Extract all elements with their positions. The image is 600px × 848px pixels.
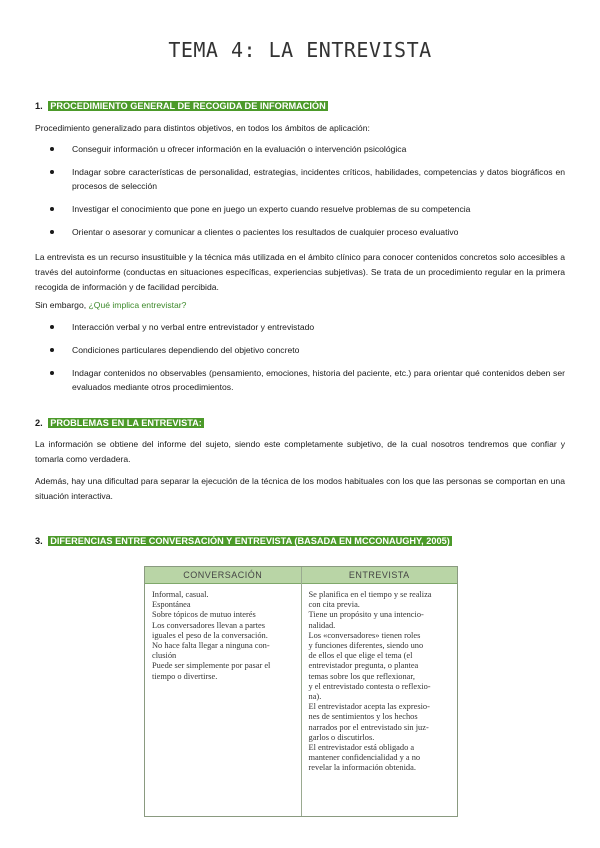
- table-line: garlos o discutirlos.: [308, 732, 375, 742]
- table-line: Informal, casual.: [152, 590, 209, 599]
- table-line: temas sobre los que reflexionar,: [308, 671, 415, 681]
- section-2-heading: [35, 418, 204, 428]
- table-line: Se planifica en el tiempo y se realiza: [308, 590, 432, 599]
- section-2-number: 2.: [35, 418, 43, 428]
- section-1-intro: Procedimiento generalizado para distintos objetivos, en todos los ámbitos de aplicación:: [35, 123, 370, 133]
- list-item: Indagar sobre características de personalidad, estrategias, incidentes críticos, habilidades, competencias y datos biográficos en procesos de selección: [35, 165, 565, 193]
- question-prefix: Sin embargo,: [35, 300, 89, 310]
- interview-column-body: [302, 584, 458, 774]
- table-line: Puede ser simplemente por pasar el: [152, 661, 271, 671]
- table-line: iguales el peso de la conversación.: [152, 630, 268, 640]
- conversation-column: [145, 567, 301, 816]
- page-title: TEMA 4: LA ENTREVISTA: [168, 38, 432, 62]
- bullet-icon: [50, 207, 54, 211]
- conversation-column-body: [145, 584, 301, 682]
- section-3-heading: [35, 536, 452, 546]
- bullet-icon: [50, 230, 54, 234]
- table-line: na).: [308, 692, 322, 702]
- table-line: tiempo o divertirse.: [152, 671, 218, 681]
- table-line: y el entrevistado contesta o reflexio-: [308, 681, 431, 691]
- bullet-icon: [50, 348, 54, 352]
- table-line: No hace falta llegar a ninguna con-: [152, 641, 270, 651]
- table-line: Los «conversadores» tienen roles: [308, 630, 421, 640]
- section-1-title: PROCEDIMIENTO GENERAL DE RECOGIDA DE INFORMACIÓN: [50, 101, 326, 111]
- list-item: Orientar o asesorar y comunicar a clientes o pacientes los resultados de cualquier proceso evaluativo: [35, 225, 565, 239]
- list-item: Indagar contenidos no observables (pensamiento, emociones, historia del paciente, etc.) para orientar qué contenidos deben ser evaluados mediante otros procedimientos.: [35, 366, 565, 394]
- conversation-column-header: CONVERSACIÓN: [145, 567, 301, 584]
- table-line: Sobre tópicos de mutuo interés: [152, 610, 256, 620]
- section-2-paragraph-2: Además, hay una dificultad para separar la ejecución de la técnica de los modos habituales con los que las personas se comportan en una situación interactiva.: [35, 476, 565, 501]
- section-1-question: [35, 298, 565, 313]
- table-line: revelar la información obtenida.: [308, 763, 416, 773]
- table-line: de ellos el que elige el tema (el: [308, 651, 413, 661]
- bullet-icon: [50, 371, 54, 375]
- section-3-number: 3.: [35, 536, 43, 546]
- table-line: Los conversadores llevan a partes: [152, 620, 266, 630]
- list-item: Investigar el conocimiento que pone en juego un experto cuando resuelve problemas de su competencia: [35, 202, 565, 216]
- section-1-bullet-list-2: [35, 320, 565, 403]
- section-2-title: PROBLEMAS EN LA ENTREVISTA:: [50, 418, 202, 428]
- table-line: El entrevistador está obligado a: [308, 743, 415, 753]
- table-line: nes de sentimientos y los hechos: [308, 712, 418, 722]
- question-text: ¿Qué implica entrevistar?: [88, 300, 187, 310]
- comparison-table: [144, 566, 458, 817]
- section-1-paragraph: La entrevista es un recurso insustituible y la técnica más utilizada en el ámbito clínico para conocer contenidos concretos solo accesibles a través del autoinforme (conductas en situaciones específicas, experiencias subjetivas). Se trata de un procedimiento regular en la primera recogida de información y de facilidad percibida.: [35, 252, 565, 292]
- table-line: Tiene un propósito y una intencio-: [308, 610, 424, 620]
- list-item: Interacción verbal y no verbal entre entrevistador y entrevistado: [35, 320, 565, 334]
- table-line: y funciones diferentes, siendo uno: [308, 641, 424, 651]
- section-1-number: 1.: [35, 101, 43, 111]
- table-line: con cita previa.: [308, 600, 360, 610]
- bullet-icon: [50, 325, 54, 329]
- section-3-title: DIFERENCIAS ENTRE CONVERSACIÓN Y ENTREVISTA (BASADA EN MCCONAUGHY, 2005): [50, 536, 450, 546]
- section-1-bullet-list: [35, 142, 565, 248]
- table-line: clusión: [152, 651, 177, 661]
- table-line: El entrevistador acepta las expresio-: [308, 702, 430, 712]
- list-item: Condiciones particulares dependiendo del objetivo concreto: [35, 343, 565, 357]
- table-line: mantener confidencialidad y a no: [308, 753, 421, 763]
- interview-column-header: ENTREVISTA: [302, 567, 458, 584]
- section-2-paragraph-1: La información se obtiene del informe del sujeto, siendo este completamente subjetivo, de la cual nosotros tendremos que confiar y tomarla como verdadera.: [35, 439, 565, 464]
- table-line: nalidad.: [308, 620, 336, 630]
- bullet-icon: [50, 170, 54, 174]
- bullet-icon: [50, 147, 54, 151]
- table-line: Espontánea: [152, 600, 191, 610]
- table-line: narrados por el entrevistado sin juz-: [308, 722, 429, 732]
- table-line: entrevistador pregunta, o plantea: [308, 661, 419, 671]
- list-item: Conseguir información u ofrecer información en la evaluación o intervención psicológica: [35, 142, 565, 156]
- interview-column: [301, 567, 458, 816]
- section-1-heading: [35, 101, 328, 111]
